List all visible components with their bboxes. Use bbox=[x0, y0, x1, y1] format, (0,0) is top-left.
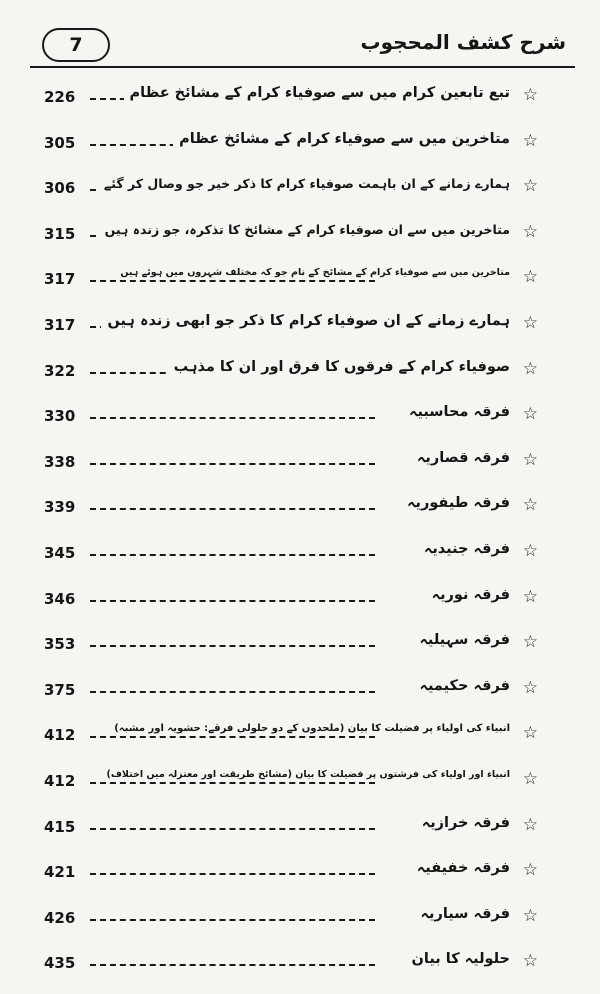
toc-page-number: 315 bbox=[44, 224, 76, 243]
toc-page-number: 226 bbox=[44, 88, 76, 106]
toc-entry-title: فرقہ خفیفیہ bbox=[411, 860, 510, 876]
toc-entry bbox=[0, 812, 600, 858]
toc-entry bbox=[0, 857, 600, 903]
star-bullet-icon: ☆ bbox=[522, 176, 538, 197]
toc-entry bbox=[0, 264, 600, 310]
toc-entry-title: انبیاء کی اولیاء پر فضیلت کا بیان (ملحدوں کے دو حلولی فرقے: حشویہ اور مشبہ) bbox=[108, 723, 510, 734]
toc-entry bbox=[0, 173, 600, 219]
toc-entry-title: فرقہ خرازیہ bbox=[416, 815, 510, 831]
toc-entry-title: متاخرین میں سے ان صوفیاء کرام کے مشائخ کا تذکرہ، جو زندہ ہیں bbox=[99, 222, 510, 237]
toc-page-number: 305 bbox=[44, 133, 76, 152]
toc-page-number: 346 bbox=[44, 589, 76, 608]
toc-entry bbox=[0, 675, 600, 721]
toc-entry bbox=[0, 629, 600, 675]
toc-entry-title: فرقہ نوریہ bbox=[426, 587, 510, 603]
running-title: شرح کشف المحجوب bbox=[360, 30, 566, 54]
toc-entry-title: فرقہ طیفوریہ bbox=[401, 495, 510, 511]
toc-entry-title: حلولیہ کا بیان bbox=[406, 951, 510, 967]
table-of-contents bbox=[0, 82, 600, 994]
toc-page-number: 338 bbox=[44, 452, 76, 471]
dot-leader bbox=[90, 645, 375, 647]
star-bullet-icon: ☆ bbox=[522, 905, 538, 926]
toc-entry bbox=[0, 128, 600, 174]
toc-entry-title: فرقہ حکیمیہ bbox=[414, 678, 511, 694]
toc-page-number: 375 bbox=[44, 680, 76, 699]
dot-leader bbox=[90, 691, 375, 693]
toc-entry bbox=[0, 82, 600, 128]
star-bullet-icon: ☆ bbox=[522, 860, 538, 881]
star-bullet-icon: ☆ bbox=[522, 130, 538, 151]
page-number-badge bbox=[42, 28, 110, 62]
dot-leader bbox=[90, 463, 375, 465]
toc-page-number: 317 bbox=[44, 315, 76, 334]
page-number: 7 bbox=[69, 34, 83, 56]
toc-entry-title: فرقہ جنیدیہ bbox=[418, 541, 510, 557]
star-bullet-icon: ☆ bbox=[522, 267, 538, 288]
dot-leader bbox=[90, 280, 375, 282]
toc-entry bbox=[0, 447, 600, 493]
toc-page-number: 317 bbox=[44, 270, 76, 289]
toc-entry bbox=[0, 766, 600, 812]
toc-page-number: 345 bbox=[44, 543, 76, 562]
toc-entry-title: ہمارے زمانے کے ان باہمت صوفیاء کرام کا ذکر خیر جو وصال کر گئے bbox=[98, 176, 510, 191]
dot-leader bbox=[90, 600, 375, 602]
star-bullet-icon: ☆ bbox=[522, 951, 538, 972]
toc-entry bbox=[0, 356, 600, 402]
dot-leader bbox=[90, 828, 375, 830]
toc-page-number: 353 bbox=[44, 635, 76, 654]
toc-page-number: 412 bbox=[44, 726, 76, 745]
toc-entry bbox=[0, 219, 600, 265]
toc-entry-title: تبع تابعین کرام میں سے صوفیاء کرام کے مشائخ عظام bbox=[124, 85, 510, 101]
dot-leader bbox=[90, 873, 375, 875]
toc-entry bbox=[0, 584, 600, 630]
toc-entry bbox=[0, 310, 600, 356]
toc-page-number: 322 bbox=[44, 361, 76, 380]
star-bullet-icon: ☆ bbox=[522, 449, 538, 470]
toc-page-number: 415 bbox=[44, 817, 76, 836]
toc-page-number: 435 bbox=[44, 954, 76, 973]
toc-entry-title: فرقہ محاسبیہ bbox=[403, 404, 510, 420]
toc-entry-title: فرقہ سیاریہ bbox=[415, 906, 510, 922]
toc-entry bbox=[0, 948, 600, 994]
dot-leader bbox=[90, 508, 375, 510]
star-bullet-icon: ☆ bbox=[522, 85, 538, 105]
page-header bbox=[0, 0, 600, 70]
star-bullet-icon: ☆ bbox=[522, 358, 538, 379]
star-bullet-icon: ☆ bbox=[522, 768, 538, 789]
toc-entry bbox=[0, 903, 600, 949]
toc-page-number: 426 bbox=[44, 908, 76, 927]
toc-entry bbox=[0, 720, 600, 766]
dot-leader bbox=[90, 782, 375, 784]
header-divider bbox=[30, 66, 575, 68]
toc-page-number: 421 bbox=[44, 863, 76, 882]
star-bullet-icon: ☆ bbox=[522, 221, 538, 242]
toc-entry-title: ہمارے زمانے کے ان صوفیاء کرام کا ذکر جو ابھی زندہ ہیں bbox=[101, 313, 510, 329]
star-bullet-icon: ☆ bbox=[522, 723, 538, 744]
toc-entry bbox=[0, 401, 600, 447]
star-bullet-icon: ☆ bbox=[522, 677, 538, 698]
toc-page-number: 339 bbox=[44, 498, 76, 517]
toc-entry-title: متاخرین میں سے صوفیاء کرام کے مشائخ کے نام جو کہ مختلف شہروں میں ہوئے ہیں bbox=[114, 267, 510, 278]
dot-leader bbox=[90, 736, 375, 738]
star-bullet-icon: ☆ bbox=[522, 586, 538, 607]
star-bullet-icon: ☆ bbox=[522, 632, 538, 653]
star-bullet-icon: ☆ bbox=[522, 814, 538, 835]
star-bullet-icon: ☆ bbox=[522, 312, 538, 333]
toc-entry bbox=[0, 538, 600, 584]
toc-entry-title: انبیاء اور اولیاء کی فرشتوں پر فضیلت کا بیان (مشائخ طریقت اور معتزلہ میں اختلاف) bbox=[101, 769, 510, 780]
toc-entry-title: فرقہ قصاریہ bbox=[411, 450, 510, 466]
toc-entry-title: صوفیاء کرام کے فرقوں کا فرق اور ان کا مذہب bbox=[168, 359, 510, 375]
toc-page-number: 306 bbox=[44, 179, 76, 198]
toc-page-number: 412 bbox=[44, 771, 76, 790]
dot-leader bbox=[90, 554, 375, 556]
dot-leader bbox=[90, 919, 375, 921]
toc-page-number: 330 bbox=[44, 407, 76, 426]
toc-entry bbox=[0, 492, 600, 538]
dot-leader bbox=[90, 964, 375, 966]
toc-entry-title: متاخرین میں سے صوفیاء کرام کے مشائخ عظام bbox=[173, 131, 510, 147]
star-bullet-icon: ☆ bbox=[522, 540, 538, 561]
toc-entry-title: فرقہ سہیلیہ bbox=[413, 632, 510, 648]
star-bullet-icon: ☆ bbox=[522, 404, 538, 425]
dot-leader bbox=[90, 417, 375, 419]
star-bullet-icon: ☆ bbox=[522, 495, 538, 516]
